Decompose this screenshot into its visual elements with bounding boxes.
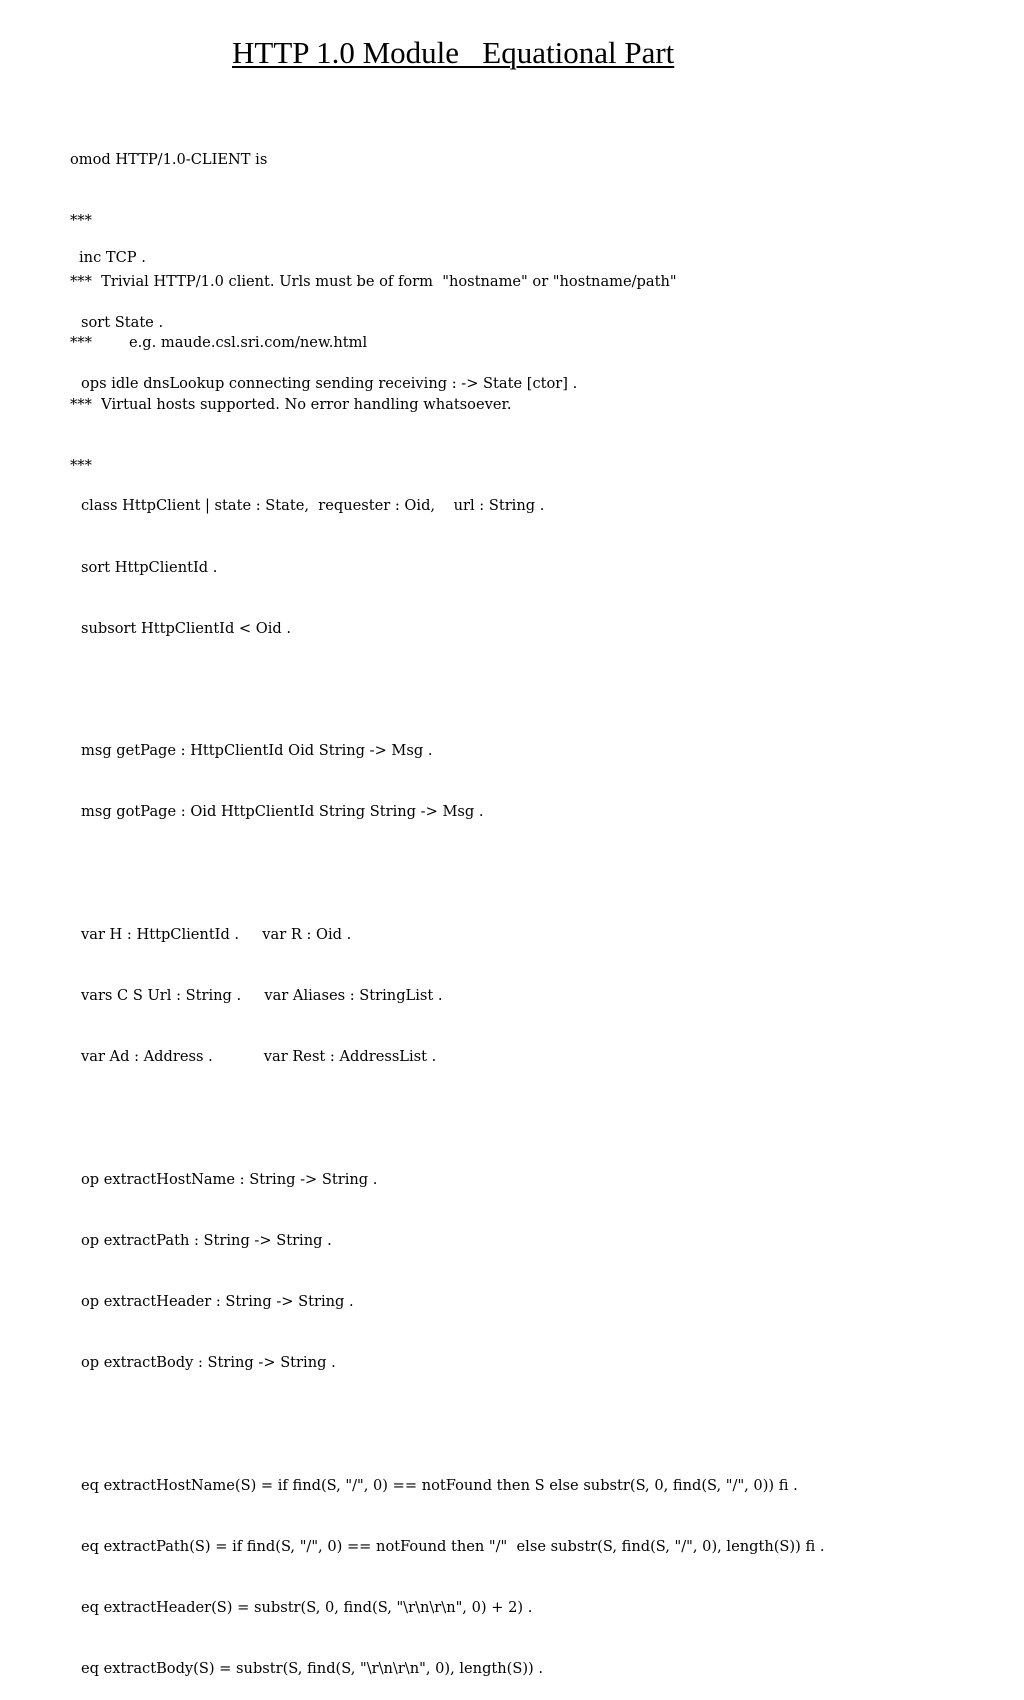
- code-line: op extractPath : String -> String .: [81, 1231, 332, 1249]
- code-line: eq extractPath(S) = if find(S, "/", 0) == notFound then "/" else substr(S, find(S, "/", 0), length(S)) fi .: [81, 1537, 825, 1555]
- code-line: sort HttpClientId .: [81, 558, 218, 576]
- code-line: *** Trivial HTTP/1.0 client. Urls must be of form "hostname" or "hostname/path": [70, 273, 677, 291]
- code-line: op extractHostName : String -> String .: [81, 1170, 378, 1188]
- code-line: ***: [70, 456, 92, 474]
- module-body-code: [81, 272, 824, 1700]
- code-line: ops idle dnsLookup connecting sending receiving : -> State [ctor] .: [81, 375, 578, 393]
- code-line: op extractHeader : String -> String .: [81, 1293, 354, 1311]
- slide-title: HTTP 1.0 Module Equational Part: [232, 35, 675, 70]
- code-line: eq extractBody(S) = substr(S, find(S, "\r\n\r\n", 0), length(S)) .: [81, 1660, 544, 1678]
- code-line: msg gotPage : Oid HttpClientId String String -> Msg .: [81, 803, 484, 821]
- code-line: msg getPage : HttpClientId Oid String -> Msg .: [81, 742, 433, 760]
- code-line: var Ad : Address . var Rest : AddressList .: [81, 1048, 437, 1066]
- code-line: omod HTTP/1.0-CLIENT is: [70, 150, 268, 168]
- include-statement: inc TCP .: [79, 249, 146, 266]
- code-line: [81, 435, 824, 455]
- code-line: [81, 864, 824, 884]
- code-line: [81, 680, 824, 700]
- code-line: op extractBody : String -> String .: [81, 1354, 336, 1372]
- code-line: vars C S Url : String . var Aliases : StringList .: [81, 987, 443, 1005]
- code-line: [81, 1414, 824, 1434]
- code-line: class HttpClient | state : State, requester : Oid, url : String .: [81, 497, 545, 515]
- code-line: sort State .: [81, 313, 164, 331]
- code-line: [81, 1108, 824, 1128]
- code-line: var H : HttpClientId . var R : Oid .: [81, 925, 352, 943]
- code-line: eq extractHostName(S) = if find(S, "/", 0) == notFound then S else substr(S, 0, find(S, "/", 0)) fi .: [81, 1476, 798, 1494]
- code-line: eq extractHeader(S) = substr(S, 0, find(S, "\r\n\r\n", 0) + 2) .: [81, 1599, 533, 1617]
- code-line: *** e.g. maude.csl.sri.com/new.html: [70, 334, 368, 352]
- code-line: *** Virtual hosts supported. No error handling whatsoever.: [70, 395, 512, 413]
- code-line: ***: [70, 212, 92, 230]
- code-line: subsort HttpClientId < Oid .: [81, 619, 292, 637]
